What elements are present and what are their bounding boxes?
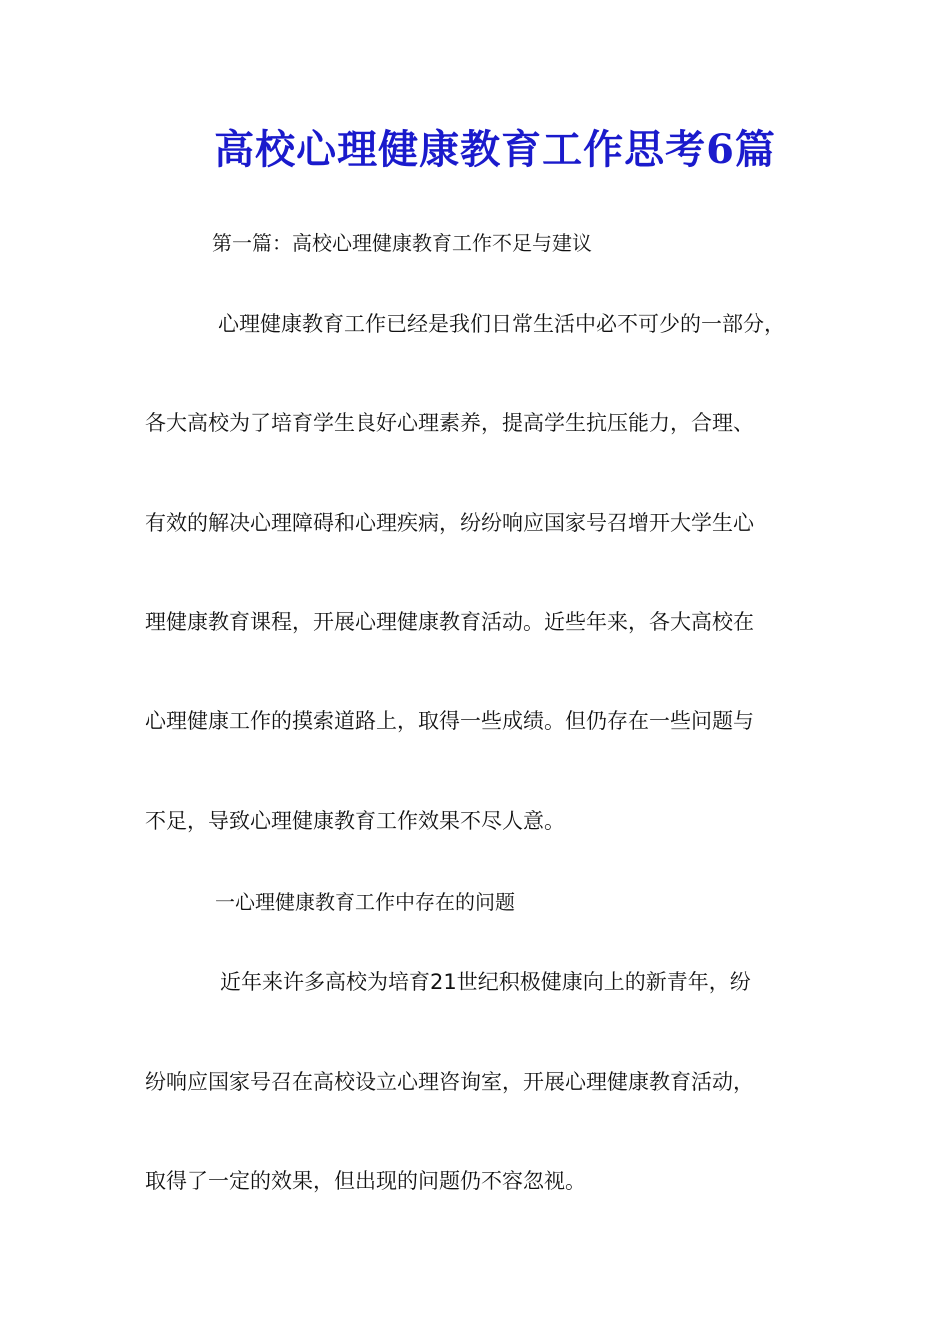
paragraph-line: 近年来许多高校为培育21世纪积极健康向上的新青年，纷 <box>220 970 751 994</box>
paragraph-line: 纷响应国家号召在高校设立心理咨询室，开展心理健康教育活动， <box>145 1070 754 1094</box>
paragraph-line: 心理健康教育工作已经是我们日常生活中必不可少的一部分， <box>218 312 785 336</box>
paragraph-line: 各大高校为了培育学生良好心理素养，提高学生抗压能力，合理、 <box>145 411 754 435</box>
section-heading: 第一篇：高校心理健康教育工作不足与建议 <box>212 231 592 255</box>
paragraph-line: 有效的解决心理障碍和心理疾病，纷纷响应国家号召增开大学生心 <box>145 511 754 535</box>
paragraph-line: 心理健康工作的摸索道路上，取得一些成绩。但仍存在一些问题与 <box>145 709 754 733</box>
paragraph-line: 取得了一定的效果，但出现的问题仍不容忽视。 <box>145 1169 586 1193</box>
document-title: 高校心理健康教育工作思考6篇 <box>214 126 776 173</box>
paragraph-line: 不足，导致心理健康教育工作效果不尽人意。 <box>145 809 565 833</box>
paragraph-line: 理健康教育课程，开展心理健康教育活动。近些年来，各大高校在 <box>145 610 754 634</box>
subsection-heading: 一心理健康教育工作中存在的问题 <box>215 890 515 914</box>
